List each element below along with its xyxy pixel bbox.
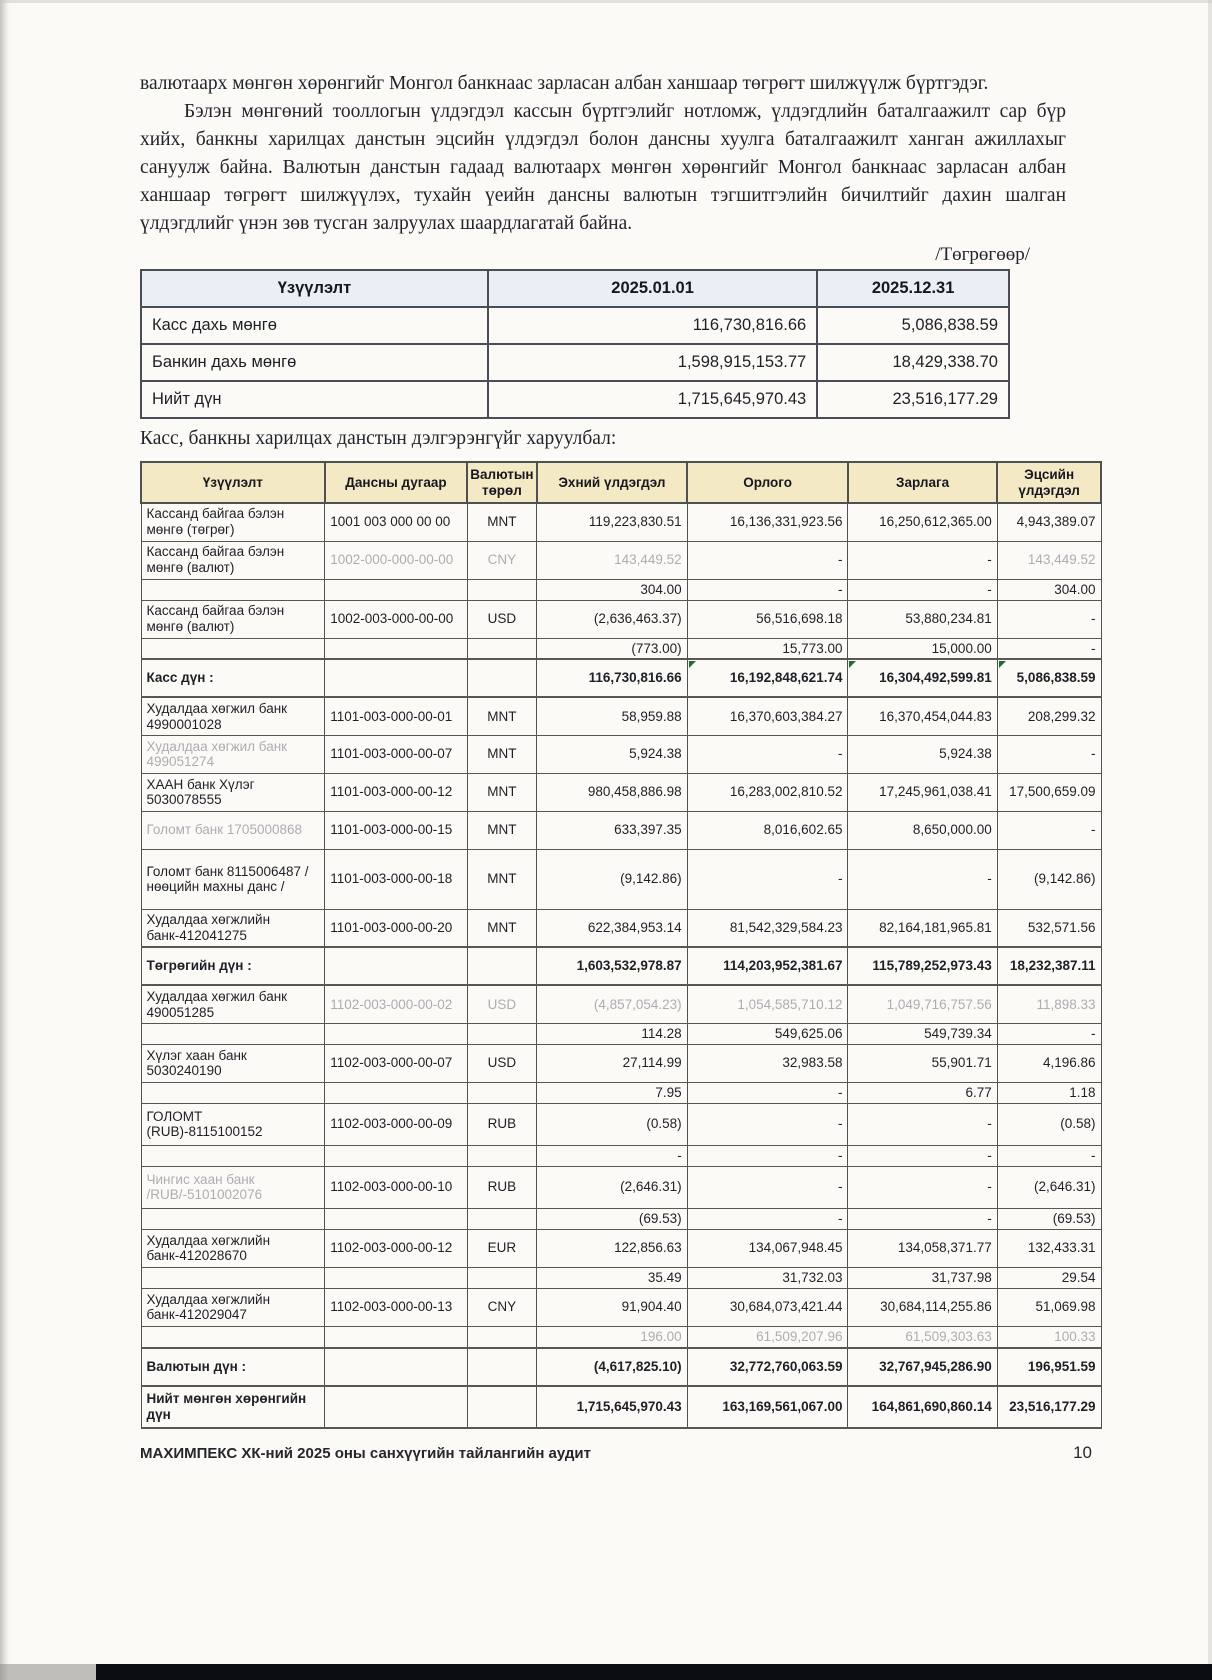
table-row [141, 1044, 1101, 1082]
scan-edge-left [0, 0, 9, 1680]
cell-value: 980,458,886.98 [537, 773, 688, 811]
cell-value: - [848, 541, 997, 579]
cell-value: 304.00 [997, 579, 1101, 600]
cell-value: 1,715,645,970.43 [488, 381, 817, 418]
cell-currency: MNT [467, 503, 536, 541]
table-row [141, 1288, 1101, 1326]
table-row [141, 541, 1101, 579]
column-header: Үзүүлэлт [141, 270, 488, 307]
cell-name: ХААН банк Хүлэг 5030078555 [141, 773, 325, 811]
cell-value: - [848, 1166, 997, 1208]
cell-account [325, 638, 468, 659]
cell-value: 16,250,612,365.00 [848, 503, 997, 541]
body-paragraph-main: Бэлэн мөнгөний тооллогын үлдэгдэл кассын бүртгэлийг нотломж, үлдэгдлийн баталгаажилт сар бүр хийх, банкны харилцах данстын эцсийн үлдэгдэл болон дансны хуулга баталгаажилт ханган ажиллахыг сануулж байна. Валютын данстын гадаад валютаарх мөнгөн хөрөнгийг Монгол банкнаас зарласан албан ханшаар төгрөгт шилжүүлэх, тухайн үеийн дансны валютын тэгшитгэлийн бичилтийг дахин шалган үлдэгдлийг үнэн зөв тусган залруулах шаардлагатай байна. [140, 101, 1066, 234]
table-row [141, 1348, 1101, 1386]
cell-value: 53,880,234.81 [848, 600, 997, 638]
cell-currency: MNT [467, 773, 536, 811]
cell-account: 1001 003 000 00 00 [325, 503, 468, 541]
cell-value: 100.33 [997, 1326, 1101, 1347]
column-header: Эцсийн үлдэгдэл [997, 462, 1101, 503]
cell-value: 32,983.58 [687, 1044, 848, 1082]
cell-value: (4,857,054.23) [537, 985, 688, 1023]
cell-value: 5,924.38 [537, 735, 688, 773]
cell-value: - [687, 849, 848, 909]
cell-label: Касс дахь мөнгө [141, 307, 488, 344]
scan-edge-bottom-bar [96, 1664, 1212, 1680]
column-header: Үзүүлэлт [141, 462, 325, 503]
cell-name [141, 1267, 325, 1288]
table-row [141, 1208, 1101, 1229]
table-row [141, 735, 1101, 773]
cell-value: 27,114.99 [537, 1044, 688, 1082]
cell-account: 1101-003-000-00-20 [325, 909, 468, 947]
cell-value: 5,086,838.59 [817, 307, 1009, 344]
cell-value: 4,196.86 [997, 1044, 1101, 1082]
cell-value: (69.53) [997, 1208, 1101, 1229]
cell-account [325, 1326, 468, 1347]
footer-report-title: МАХИМПЕКС ХК-ний 2025 оны санхүүгийн тайлангийн аудит [140, 1444, 591, 1462]
cell-account: 1102-003-000-00-09 [325, 1103, 468, 1145]
cell-value: 1,715,645,970.43 [537, 1386, 688, 1428]
page-footer [140, 1443, 1092, 1463]
cell-currency: MNT [467, 811, 536, 849]
table-row [141, 1145, 1101, 1166]
cell-value: 23,516,177.29 [997, 1386, 1101, 1428]
scan-edge-right [1208, 0, 1212, 1680]
cell-value: 549,739.34 [848, 1023, 997, 1044]
cell-value: 55,901.71 [848, 1044, 997, 1082]
cell-currency: CNY [467, 541, 536, 579]
cell-value: 1,603,532,978.87 [537, 947, 688, 985]
cell-value: - [687, 1103, 848, 1145]
table-row [141, 1103, 1101, 1145]
cell-value: 1,049,716,757.56 [848, 985, 997, 1023]
cell-name: Төгрөгийн дүн : [141, 947, 325, 985]
cell-value: 6.77 [848, 1082, 997, 1103]
cell-value: 17,500,659.09 [997, 773, 1101, 811]
cell-value: 134,058,371.77 [848, 1229, 997, 1267]
cell-value: 115,789,252,973.43 [848, 947, 997, 985]
table-row [141, 270, 1009, 307]
table-row [141, 1326, 1101, 1347]
cell-value: 11,898.33 [997, 985, 1101, 1023]
column-header: Орлого [687, 462, 848, 503]
cell-value: - [687, 1145, 848, 1166]
cell-currency [467, 638, 536, 659]
cell-value: - [997, 600, 1101, 638]
cell-value: 8,016,602.65 [687, 811, 848, 849]
cell-currency [467, 1267, 536, 1288]
cell-name: Чингис хаан банк /RUB/-5101002076 [141, 1166, 325, 1208]
footer-page-number: 10 [1073, 1442, 1092, 1462]
cell-name: Хүлэг хаан банк 5030240190 [141, 1044, 325, 1082]
cell-value: - [687, 1208, 848, 1229]
cell-account [325, 1267, 468, 1288]
table-row [141, 909, 1101, 947]
cell-account [325, 1023, 468, 1044]
cell-value: 1,598,915,153.77 [488, 344, 817, 381]
cell-currency: USD [467, 985, 536, 1023]
table-row [141, 1166, 1101, 1208]
cell-account: 1102-003-000-00-13 [325, 1288, 468, 1326]
table-row [141, 638, 1101, 659]
cell-value: 30,684,114,255.86 [848, 1288, 997, 1326]
cell-value: - [997, 735, 1101, 773]
cell-name: Худалдаа хөгжил банк 4990001028 [141, 697, 325, 735]
cell-value: - [848, 579, 997, 600]
cell-name: Худалдаа хөгжлийн банк-412029047 [141, 1288, 325, 1326]
cell-currency: MNT [467, 697, 536, 735]
cell-value: 304.00 [537, 579, 688, 600]
cell-value: 119,223,830.51 [537, 503, 688, 541]
cell-currency: RUB [467, 1103, 536, 1145]
cell-value: - [687, 1166, 848, 1208]
cell-value: 143,449.52 [997, 541, 1101, 579]
cell-account [325, 659, 468, 697]
cell-value: 31,737.98 [848, 1267, 997, 1288]
cell-name: ГОЛОМТ (RUB)-8115100152 [141, 1103, 325, 1145]
cell-value: (773.00) [537, 638, 688, 659]
column-header: Эхний үлдэгдэл [537, 462, 688, 503]
cell-value: 7.95 [537, 1082, 688, 1103]
cell-currency: MNT [467, 909, 536, 947]
cell-currency: USD [467, 600, 536, 638]
cell-currency [467, 1348, 536, 1386]
cell-value: (9,142.86) [537, 849, 688, 909]
cell-value: 16,283,002,810.52 [687, 773, 848, 811]
cell-value: 208,299.32 [997, 697, 1101, 735]
cell-value: 35.49 [537, 1267, 688, 1288]
cell-value: 5,924.38 [848, 735, 997, 773]
cell-value: 16,370,454,044.83 [848, 697, 997, 735]
cell-value: 4,943,389.07 [997, 503, 1101, 541]
cell-currency [467, 1208, 536, 1229]
table-row [141, 462, 1101, 503]
cell-name: Кассанд байгаа бэлэн мөнгө (валют) [141, 541, 325, 579]
cell-currency: MNT [467, 735, 536, 773]
table-row [141, 1229, 1101, 1267]
table-row [141, 579, 1101, 600]
cell-label: Банкин дахь мөнгө [141, 344, 488, 381]
cell-value: - [848, 849, 997, 909]
table-row [141, 1386, 1101, 1428]
table-row [141, 381, 1009, 418]
cell-value: (4,617,825.10) [537, 1348, 688, 1386]
table-row [141, 1082, 1101, 1103]
table-row [141, 503, 1101, 541]
table-row [141, 659, 1101, 697]
cell-account [325, 1208, 468, 1229]
cell-account [325, 1145, 468, 1166]
cell-name [141, 579, 325, 600]
cell-name [141, 1326, 325, 1347]
cell-value: (0.58) [997, 1103, 1101, 1145]
cell-name [141, 638, 325, 659]
cell-value: (0.58) [537, 1103, 688, 1145]
cell-value: - [687, 1082, 848, 1103]
table-row [141, 697, 1101, 735]
cell-value: 82,164,181,965.81 [848, 909, 997, 947]
detail-table-body [141, 503, 1101, 1428]
table-row [141, 849, 1101, 909]
column-header: Зарлага [848, 462, 997, 503]
cell-account: 1101-003-000-00-07 [325, 735, 468, 773]
summary-table [140, 269, 1010, 419]
cell-value: 51,069.98 [997, 1288, 1101, 1326]
cell-value: - [997, 1023, 1101, 1044]
cell-value: - [848, 1208, 997, 1229]
table-row [141, 344, 1009, 381]
cell-value: 58,959.88 [537, 697, 688, 735]
cell-name: Касс дүн : [141, 659, 325, 697]
cell-currency [467, 947, 536, 985]
cell-currency [467, 1082, 536, 1103]
scan-edge-top [0, 0, 1212, 3]
cell-currency [467, 1326, 536, 1347]
cell-currency [467, 1023, 536, 1044]
column-header: Валютын төрөл [467, 462, 536, 503]
cell-value: (2,636,463.37) [537, 600, 688, 638]
page-content [140, 70, 1096, 1463]
cell-value: 164,861,690,860.14 [848, 1386, 997, 1428]
table-row [141, 985, 1101, 1023]
cell-account: 1101-003-000-00-15 [325, 811, 468, 849]
cell-name [141, 1145, 325, 1166]
cell-value: 23,516,177.29 [817, 381, 1009, 418]
cell-currency [467, 579, 536, 600]
cell-value: 16,136,331,923.56 [687, 503, 848, 541]
cell-value: - [997, 638, 1101, 659]
cell-value: - [997, 1145, 1101, 1166]
column-header: Дансны дугаар [325, 462, 468, 503]
cell-value: 116,730,816.66 [537, 659, 688, 697]
cell-currency: MNT [467, 849, 536, 909]
cell-value: 1.18 [997, 1082, 1101, 1103]
cell-account: 1002-003-000-00-00 [325, 600, 468, 638]
cell-name: Голомт банк 1705000868 [141, 811, 325, 849]
cell-name: Кассанд байгаа бэлэн мөнгө (валют) [141, 600, 325, 638]
cell-name [141, 1208, 325, 1229]
cell-currency [467, 1386, 536, 1428]
cell-currency: CNY [467, 1288, 536, 1326]
cell-value: 81,542,329,584.23 [687, 909, 848, 947]
summary-table-body [141, 307, 1009, 418]
cell-name: Нийт мөнгөн хөрөнгийн дүн [141, 1386, 325, 1428]
currency-note: /Төгрөгөөр/ [935, 244, 1030, 265]
cell-currency [467, 1145, 536, 1166]
table-row [141, 947, 1101, 985]
cell-name: Голомт банк 8115006487 /нөөцийн махны данс / [141, 849, 325, 909]
cell-value: 116,730,816.66 [488, 307, 817, 344]
cell-account: 1101-003-000-00-12 [325, 773, 468, 811]
cell-label: Нийт дүн [141, 381, 488, 418]
cell-currency: USD [467, 1044, 536, 1082]
cell-value: (9,142.86) [997, 849, 1101, 909]
cell-value: 30,684,073,421.44 [687, 1288, 848, 1326]
cell-value: 31,732.03 [687, 1267, 848, 1288]
scan-edge-bottom-left [0, 1664, 96, 1680]
cell-value: 163,169,561,067.00 [687, 1386, 848, 1428]
table-row [141, 1023, 1101, 1044]
cell-currency [467, 659, 536, 697]
cell-value: 532,571.56 [997, 909, 1101, 947]
cell-currency: RUB [467, 1166, 536, 1208]
cell-value: 61,509,303.63 [848, 1326, 997, 1347]
table-row [141, 600, 1101, 638]
cell-value: 18,232,387.11 [997, 947, 1101, 985]
cell-value: 8,650,000.00 [848, 811, 997, 849]
cell-value: 17,245,961,038.41 [848, 773, 997, 811]
cell-value: 32,772,760,063.59 [687, 1348, 848, 1386]
table-row [141, 811, 1101, 849]
cell-value: 18,429,338.70 [817, 344, 1009, 381]
cell-name: Кассанд байгаа бэлэн мөнгө (төгрөг) [141, 503, 325, 541]
cell-value: - [537, 1145, 688, 1166]
table-row [141, 1267, 1101, 1288]
table-row [141, 307, 1009, 344]
cell-account: 1101-003-000-00-18 [325, 849, 468, 909]
cell-value: 16,370,603,384.27 [687, 697, 848, 735]
cell-value: 32,767,945,286.90 [848, 1348, 997, 1386]
cell-value: 549,625.06 [687, 1023, 848, 1044]
cell-account: 1102-003-000-00-02 [325, 985, 468, 1023]
cell-value: 114.28 [537, 1023, 688, 1044]
cell-account: 1102-003-000-00-12 [325, 1229, 468, 1267]
cell-value: 5,086,838.59 [997, 659, 1101, 697]
cell-value: 91,904.40 [537, 1288, 688, 1326]
cell-currency: EUR [467, 1229, 536, 1267]
cell-value: - [687, 541, 848, 579]
cell-value: 122,856.63 [537, 1229, 688, 1267]
cell-value: (69.53) [537, 1208, 688, 1229]
cell-value: (2,646.31) [537, 1166, 688, 1208]
cell-name: Валютын дүн : [141, 1348, 325, 1386]
cell-account [325, 947, 468, 985]
cell-name: Худалдаа хөгжлийн банк-412041275 [141, 909, 325, 947]
body-paragraph-continuation: валютаарх мөнгөн хөрөнгийг Монгол банкнаас зарласан албан ханшаар төгрөгт шилжүүлж бүртгэдэг. [140, 73, 989, 94]
cell-value: - [848, 1103, 997, 1145]
cell-value: 114,203,952,381.67 [687, 947, 848, 985]
cell-name: Худалдаа хөгжил банк 490051285 [141, 985, 325, 1023]
cell-value: - [848, 1145, 997, 1166]
cell-value: 56,516,698.18 [687, 600, 848, 638]
cell-name: Худалдаа хөгжил банк 499051274 [141, 735, 325, 773]
cell-account [325, 1082, 468, 1103]
cell-value: 29.54 [997, 1267, 1101, 1288]
cell-value: 61,509,207.96 [687, 1326, 848, 1347]
detail-table-header [141, 462, 1101, 503]
cell-account: 1102-003-000-00-10 [325, 1166, 468, 1208]
cell-account: 1102-003-000-00-07 [325, 1044, 468, 1082]
cell-name [141, 1082, 325, 1103]
cell-value: 132,433.31 [997, 1229, 1101, 1267]
cell-value: - [687, 579, 848, 600]
column-header: 2025.12.31 [817, 270, 1009, 307]
cell-account [325, 1386, 468, 1428]
cell-value: 196.00 [537, 1326, 688, 1347]
cell-value: 633,397.35 [537, 811, 688, 849]
cell-account [325, 1348, 468, 1386]
cell-account: 1101-003-000-00-01 [325, 697, 468, 735]
cell-value: - [997, 811, 1101, 849]
detail-table-intro: Касс, банкны харилцах данстын дэлгэрэнгүйг харуулбал: [140, 428, 617, 449]
cell-value: 196,951.59 [997, 1348, 1101, 1386]
cell-value: 134,067,948.45 [687, 1229, 848, 1267]
summary-table-header [141, 270, 1009, 307]
cell-value: 1,054,585,710.12 [687, 985, 848, 1023]
cell-value: 622,384,953.14 [537, 909, 688, 947]
table-row [141, 773, 1101, 811]
cell-value: - [687, 735, 848, 773]
cell-value: 15,773.00 [687, 638, 848, 659]
cell-value: 16,304,492,599.81 [848, 659, 997, 697]
cell-name: Худалдаа хөгжлийн банк-412028670 [141, 1229, 325, 1267]
cell-value: 15,000.00 [848, 638, 997, 659]
cell-value: (2,646.31) [997, 1166, 1101, 1208]
cell-value: 143,449.52 [537, 541, 688, 579]
cell-value: 16,192,848,621.74 [687, 659, 848, 697]
cell-account [325, 579, 468, 600]
detail-table [140, 461, 1102, 1429]
cell-account: 1002-000-000-00-00 [325, 541, 468, 579]
cell-name [141, 1023, 325, 1044]
column-header: 2025.01.01 [488, 270, 817, 307]
